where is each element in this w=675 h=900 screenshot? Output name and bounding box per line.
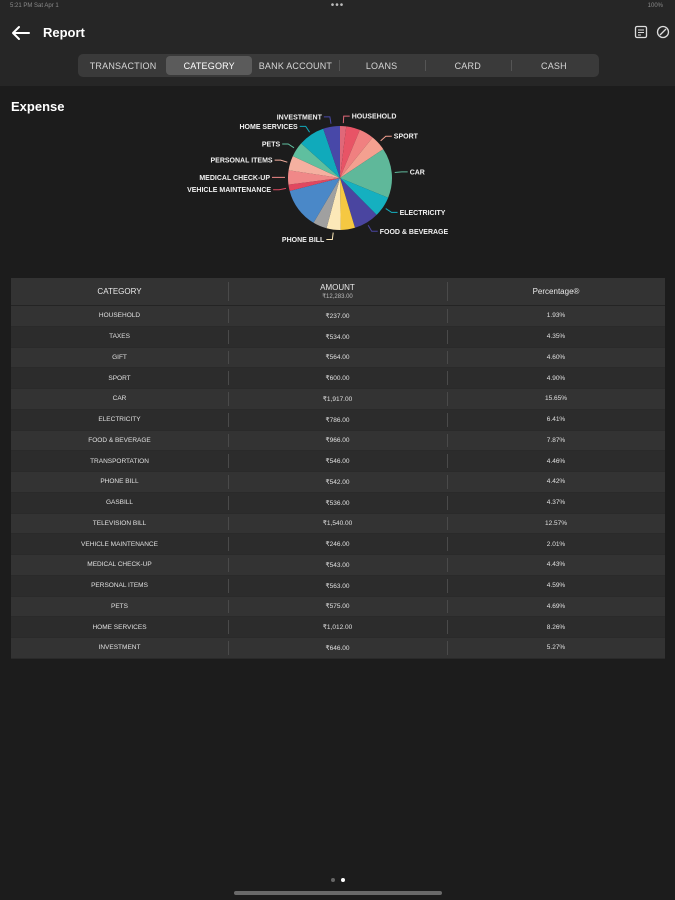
multitask-dots-icon[interactable]: ••• (330, 0, 345, 11)
page-title: Report (43, 25, 85, 40)
cell-percentage: 7.87% (447, 431, 665, 451)
table-row[interactable] (11, 431, 665, 452)
pie-label: HOME SERVICES (239, 123, 298, 131)
status-bar (0, 0, 675, 14)
tab-bank-account[interactable]: BANK ACCOUNT (258, 60, 333, 71)
cell-category: PETS (111, 602, 128, 610)
pie-label: PETS (261, 141, 281, 149)
cell-category: TELEVISION BILL (92, 519, 147, 527)
cell-amount: ₹534.00 (228, 327, 447, 347)
filter-icon[interactable] (656, 25, 670, 39)
category-table (11, 278, 665, 652)
pie-label: FOOD & BEVERAGE (379, 228, 449, 236)
table-row[interactable] (11, 638, 665, 659)
pie-label: INVESTMENT (276, 114, 322, 122)
cell-amount: ₹1,540.00 (228, 514, 447, 534)
cell-category: TAXES (109, 333, 130, 341)
cell-category: PHONE BILL (100, 478, 139, 486)
cell-amount: ₹600.00 (228, 368, 447, 388)
cell-percentage: 8.26% (447, 617, 665, 637)
pie-label: SPORT (393, 133, 418, 141)
pie-leader-line (386, 209, 398, 213)
cell-category: MEDICAL CHECK-UP (87, 561, 152, 569)
pie-label: MEDICAL CHECK-UP (199, 174, 271, 182)
cell-percentage: 4.43% (447, 555, 665, 575)
table-row[interactable] (11, 410, 665, 431)
header-percentage[interactable]: Percentage® (447, 278, 665, 305)
pie-leader-line (343, 116, 349, 123)
cell-amount: ₹646.00 (228, 638, 447, 658)
pie-leader-line (273, 188, 286, 189)
pie-leader-line (395, 172, 408, 173)
cell-percentage: 4.42% (447, 472, 665, 492)
cell-percentage: 4.90% (447, 368, 665, 388)
cell-category: GASBILL (105, 499, 134, 507)
pie-label: PERSONAL ITEMS (210, 157, 273, 165)
table-row[interactable] (11, 348, 665, 369)
cell-percentage: 4.35% (447, 327, 665, 347)
cell-amount: ₹536.00 (228, 493, 447, 513)
table-row[interactable] (11, 617, 665, 638)
pie-leader-line (300, 126, 310, 132)
cell-percentage: 4.59% (447, 576, 665, 596)
cell-category: VEHICLE MAINTENANCE (81, 540, 158, 548)
cell-percentage: 6.41% (447, 410, 665, 430)
cell-category: PERSONAL ITEMS (91, 582, 148, 590)
pie-leader-line (368, 225, 378, 231)
pie-leader-line (326, 233, 333, 240)
cell-percentage: 4.60% (447, 348, 665, 368)
export-pdf-icon[interactable] (634, 25, 648, 39)
tab-cash[interactable]: CASH (511, 56, 597, 75)
home-indicator (234, 891, 442, 895)
cell-category: ELECTRICITY (98, 416, 141, 424)
back-button[interactable] (10, 22, 32, 44)
cell-amount: ₹542.00 (228, 472, 447, 492)
table-row[interactable] (11, 555, 665, 576)
cell-category: SPORT (108, 374, 131, 382)
cell-amount: ₹246.00 (228, 534, 447, 554)
pie-leader-line (282, 144, 294, 148)
pie-leader-line (381, 136, 392, 141)
header-amount[interactable]: AMOUNT ₹12,283.00 (228, 278, 447, 305)
expense-pie-chart (0, 115, 675, 255)
pie-label: VEHICLE MAINTENANCE (187, 187, 272, 195)
pie-label: HOUSEHOLD (351, 113, 397, 121)
cell-amount: ₹1,917.00 (228, 389, 447, 409)
table-row[interactable] (11, 327, 665, 348)
cell-percentage: 12.57% (447, 514, 665, 534)
tab-loans[interactable]: LOANS (339, 56, 425, 75)
battery-indicator: 100% (647, 3, 663, 9)
cell-percentage: 1.93% (447, 306, 665, 326)
cell-percentage: 15.65% (447, 389, 665, 409)
pie-label: CAR (409, 169, 425, 177)
status-time: 5:21 PM Sat Apr 1 (10, 3, 59, 9)
table-row[interactable] (11, 597, 665, 618)
cell-amount: ₹237.00 (228, 306, 447, 326)
cell-percentage: 4.37% (447, 493, 665, 513)
tab-category[interactable]: CATEGORY (166, 56, 252, 75)
table-header (11, 278, 665, 306)
cell-category: CAR (112, 395, 127, 403)
table-row[interactable] (11, 493, 665, 514)
cell-amount: ₹1,012.00 (228, 617, 447, 637)
cell-amount: ₹546.00 (228, 451, 447, 471)
cell-category: HOUSEHOLD (98, 312, 141, 320)
cell-amount: ₹563.00 (228, 576, 447, 596)
cell-percentage: 4.46% (447, 451, 665, 471)
table-row[interactable] (11, 451, 665, 472)
table-row[interactable] (11, 514, 665, 535)
table-row[interactable] (11, 368, 665, 389)
cell-category: TRANSPORTATION (90, 457, 149, 465)
report-tabs (78, 54, 599, 77)
cell-percentage: 5.27% (447, 638, 665, 658)
table-body (11, 306, 665, 659)
cell-amount: ₹786.00 (228, 410, 447, 430)
pie-leader-line (324, 117, 331, 124)
page-dot-active[interactable] (341, 878, 345, 882)
cell-amount: ₹543.00 (228, 555, 447, 575)
pie-leader-line (275, 160, 288, 162)
arrow-left-icon (12, 26, 30, 40)
section-title: Expense (11, 99, 65, 114)
cell-category: INVESTMENT (98, 644, 141, 652)
table-row[interactable] (11, 389, 665, 410)
page-indicator (0, 878, 675, 882)
table-row[interactable] (11, 534, 665, 555)
cell-category: FOOD & BEVERAGE (88, 436, 151, 444)
table-row[interactable] (11, 576, 665, 597)
pie-label: PHONE BILL (281, 237, 325, 245)
cell-percentage: 2.01% (447, 534, 665, 554)
cell-amount: ₹575.00 (228, 597, 447, 617)
cell-category: GIFT (112, 353, 127, 361)
cell-amount: ₹966.00 (228, 431, 447, 451)
table-row[interactable] (11, 306, 665, 327)
page-dot[interactable] (331, 878, 335, 882)
cell-amount: ₹564.00 (228, 348, 447, 368)
tab-transaction[interactable]: TRANSACTION (89, 60, 157, 71)
pie-chart-svg (0, 115, 675, 255)
cell-category: HOME SERVICES (92, 623, 147, 631)
table-row[interactable] (11, 472, 665, 493)
header-bar (0, 0, 675, 86)
amount-total: ₹12,283.00 (322, 294, 353, 300)
tab-card[interactable]: CARD (425, 56, 511, 75)
pie-label: ELECTRICITY (399, 209, 446, 217)
cell-percentage: 4.69% (447, 597, 665, 617)
header-category[interactable]: CATEGORY (97, 287, 142, 296)
